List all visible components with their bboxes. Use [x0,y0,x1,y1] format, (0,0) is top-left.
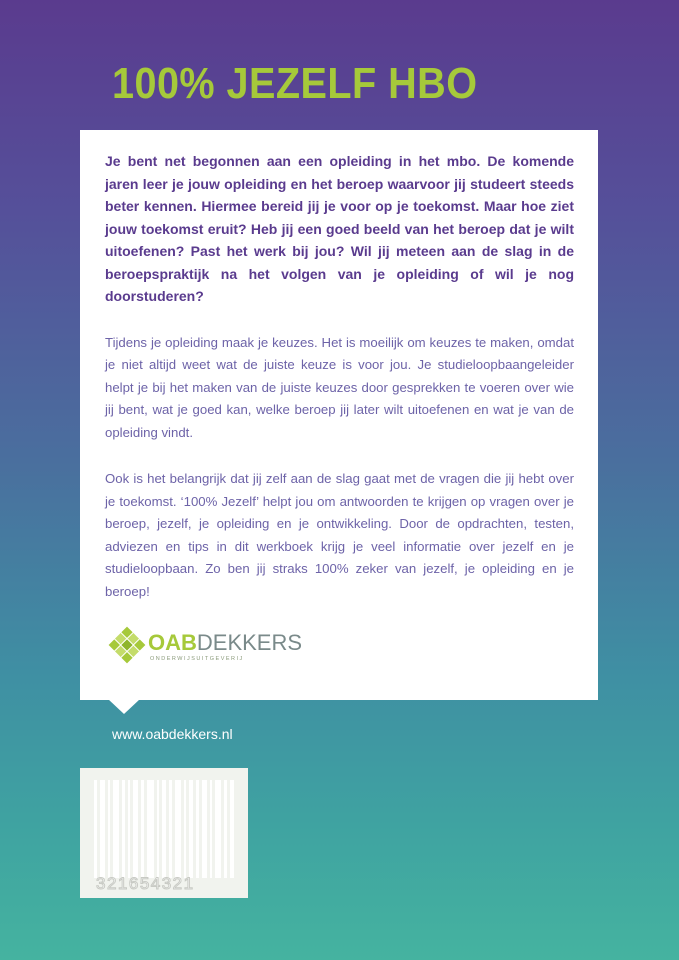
description-card [80,130,598,700]
publisher-logo-icon [107,625,147,665]
publisher-logo-name [148,631,302,655]
barcode-bar [147,780,154,878]
card-pointer [108,699,140,714]
publisher-logo [107,625,327,669]
barcode-bar [157,780,159,878]
barcode-bar [184,780,186,878]
barcode-bar [224,780,227,878]
barcode-bar [122,780,125,878]
intro-paragraph: Je bent net begonnen aan een opleiding in het mbo. De komende jaren leer je jouw opleiding en het beroep waarvoor jij studeert steeds beter kennen. Hiermee bereid jij je voor op je toekomst. Maar hoe ziet jouw toekomst eruit? Heb jij een goed beeld van het beroep dat je wilt uitoefenen? Past het werk bij jou? Wil jij meteen aan de slag in de beroepspraktijk na het volgen van je opleiding of wil je nog doorstuderen? [105,153,574,304]
barcode-bar [175,780,181,878]
barcode-bar [100,780,105,878]
barcode-bar [128,780,130,878]
barcode-bar [189,780,193,878]
barcode-bar [202,780,207,878]
publisher-tagline: ONDERWIJSUITGEVERIJ [150,656,244,662]
barcode-bar [196,780,199,878]
logo-oab: OAB [148,630,197,655]
barcode-bar [169,780,172,878]
barcode-bar [133,780,138,878]
book-title: 100% JEZELF HBO [112,59,478,108]
body-paragraph-1: Tijdens je opleiding maak je keuzes. Het is moeilijk om keuzes te maken, omdat je niet altijd weet wat de juiste keuze is voor jou. Je studieloopbaangeleider helpt je bij het maken van de juiste keuzes door gesprekken te voeren over wie jij bent, wat je goed kan, welke beroep jij later wilt uitoefenen en wat je van de opleiding vindt. [105,334,574,440]
body-paragraph-2: Ook is het belangrijk dat jij zelf aan de slag gaat met de vragen die jij hebt over je toekomst. ‘100% Jezelf’ helpt jou om antwoorden te krijgen op vragen over je beroep, jezelf, je opleiding en je ontwikkeling. Door de opdrachten, testen, adviezen en tips in dit werkboek krijg je veel informatie over jezelf en je studieloopbaan. Zo ben jij straks 100% zeker van jezelf, je opleiding en je beroep! [105,471,574,599]
barcode-bar [113,780,119,878]
website-link[interactable]: www.oabdekkers.nl [112,726,233,742]
barcode-bar [108,780,110,878]
barcode-bar [215,780,221,878]
barcode-bar [230,780,234,878]
barcode [80,768,248,898]
barcode-bar [162,780,166,878]
barcode-bar [210,780,212,878]
barcode-bar [94,780,97,878]
barcode-bar [141,780,144,878]
barcode-number: 321654321 [96,874,195,893]
logo-dekkers: DEKKERS [196,630,303,655]
